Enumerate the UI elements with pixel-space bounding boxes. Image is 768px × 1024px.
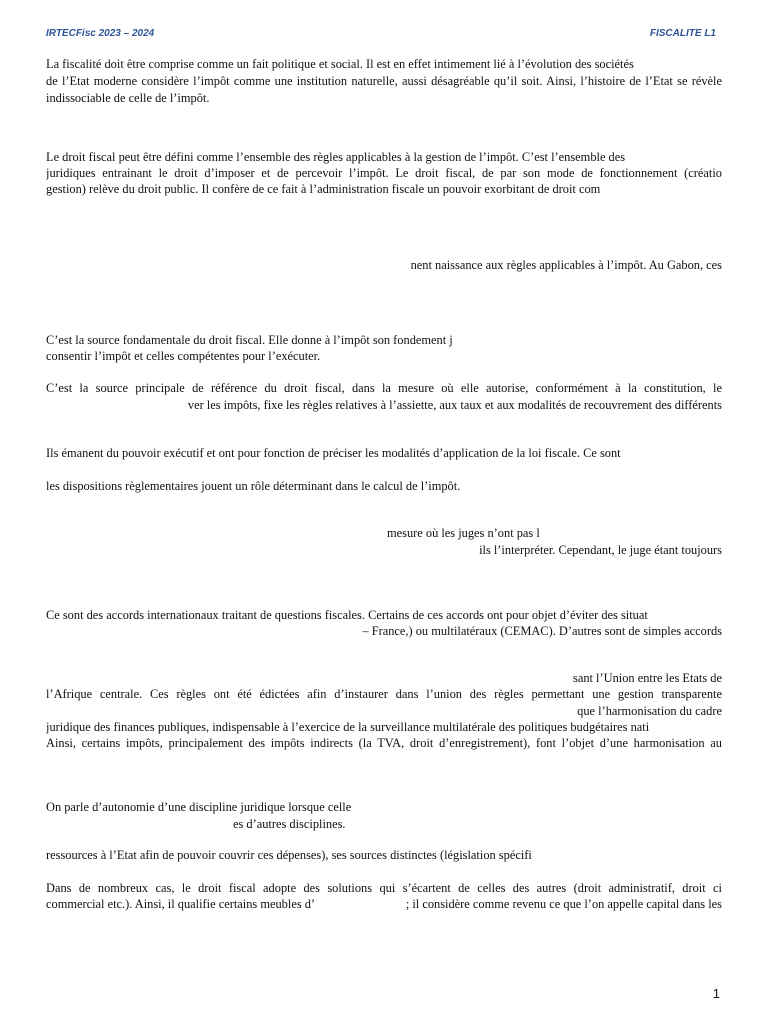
text-line: ressources à l’Etat afin de pouvoir couvrir ces dépenses), ses sources distinctes (législation spécifi: [46, 848, 532, 862]
text-line: de l’Etat moderne considère l’impôt comme une institution naturelle, aussi désagréable qu’il soit. Ainsi, l’histoire de l’Etat se révèle: [46, 74, 722, 88]
text-line: indissociable de celle de l’impôt.: [46, 91, 210, 105]
text-line: Ainsi, certains impôts, principalement des impôts indirects (la TVA, droit d’enregistrement), font l’objet d’une harmonisation au: [46, 736, 722, 750]
text-line: On parle d’autonomie d’une discipline juridique lorsque celle: [46, 800, 352, 814]
text-line: nent naissance aux règles applicables à l’impôt. Au Gabon, ces: [410, 258, 722, 272]
text-line: C’est la source principale de référence du droit fiscal, dans la mesure où elle autorise, conformément à la constitution, le: [46, 381, 722, 395]
text-line: La fiscalité doit être comprise comme un fait politique et social. Il est en effet intimement lié à l’évolution des sociétés: [46, 57, 634, 71]
header-right: FISCALITE L1: [649, 28, 716, 39]
text-line: juridiques entrainant le droit d’imposer et de percevoir l’impôt. Le droit fiscal, de par son mode de fonctionnement (créatio: [46, 166, 722, 180]
text-line: Ils émanent du pouvoir exécutif et ont pour fonction de préciser les modalités d’application de la loi fiscale. Ce sont: [46, 446, 621, 460]
text-line: les dispositions règlementaires jouent un rôle déterminant dans le calcul de l’impôt.: [46, 479, 461, 493]
text-line: consentir l’impôt et celles compétentes pour l’exécuter.: [46, 349, 321, 363]
text-line: mesure où les juges n’ont pas l: [387, 526, 540, 540]
text-line: ils l’interpréter. Cependant, le juge étant toujours: [479, 543, 722, 557]
text-line: Ce sont des accords internationaux traitant de questions fiscales. Certains de ces accords ont pour objet d’éviter des situat: [46, 608, 648, 622]
text-line: juridique des finances publiques, indispensable à l’exercice de la surveillance multilatérale des politiques budgétaires nati: [46, 720, 650, 734]
text-line: ; il considère comme revenu ce que l’on appelle capital dans les: [405, 897, 722, 911]
text-line: gestion) relève du droit public. Il confère de ce fait à l’administration fiscale un pouvoir exorbitant de droit com: [46, 182, 601, 196]
text-line: ver les impôts, fixe les règles relatives à l’assiette, aux taux et aux modalités de recouvrement des différents: [187, 398, 722, 412]
text-line: es d’autres disciplines.: [233, 817, 346, 831]
text-line: C’est la source fondamentale du droit fiscal. Elle donne à l’impôt son fondement j: [46, 333, 453, 347]
page-number: 1: [712, 986, 720, 1001]
text-line: Dans de nombreux cas, le droit fiscal adopte des solutions qui s’écartent de celles des autres (droit administratif, droit ci: [46, 881, 722, 895]
text-line: Le droit fiscal peut être défini comme l’ensemble des règles applicables à la gestion de l’impôt. C’est l’ensemble des: [46, 150, 626, 164]
text-line: – France,) ou multilatéraux (CEMAC). D’autres sont de simples accords: [362, 624, 722, 638]
text-line: commercial etc.). Ainsi, il qualifie certains meubles d’: [46, 897, 316, 911]
text-line: l’Afrique centrale. Ces règles ont été édictées afin d’instaurer dans l’union des règles permettant une gestion transparente: [46, 687, 722, 701]
text-line: sant l’Union entre les Etats de: [573, 671, 722, 685]
text-line: que l’harmonisation du cadre: [577, 704, 722, 718]
header-left: IRTECFisc 2023 – 2024: [46, 28, 155, 39]
